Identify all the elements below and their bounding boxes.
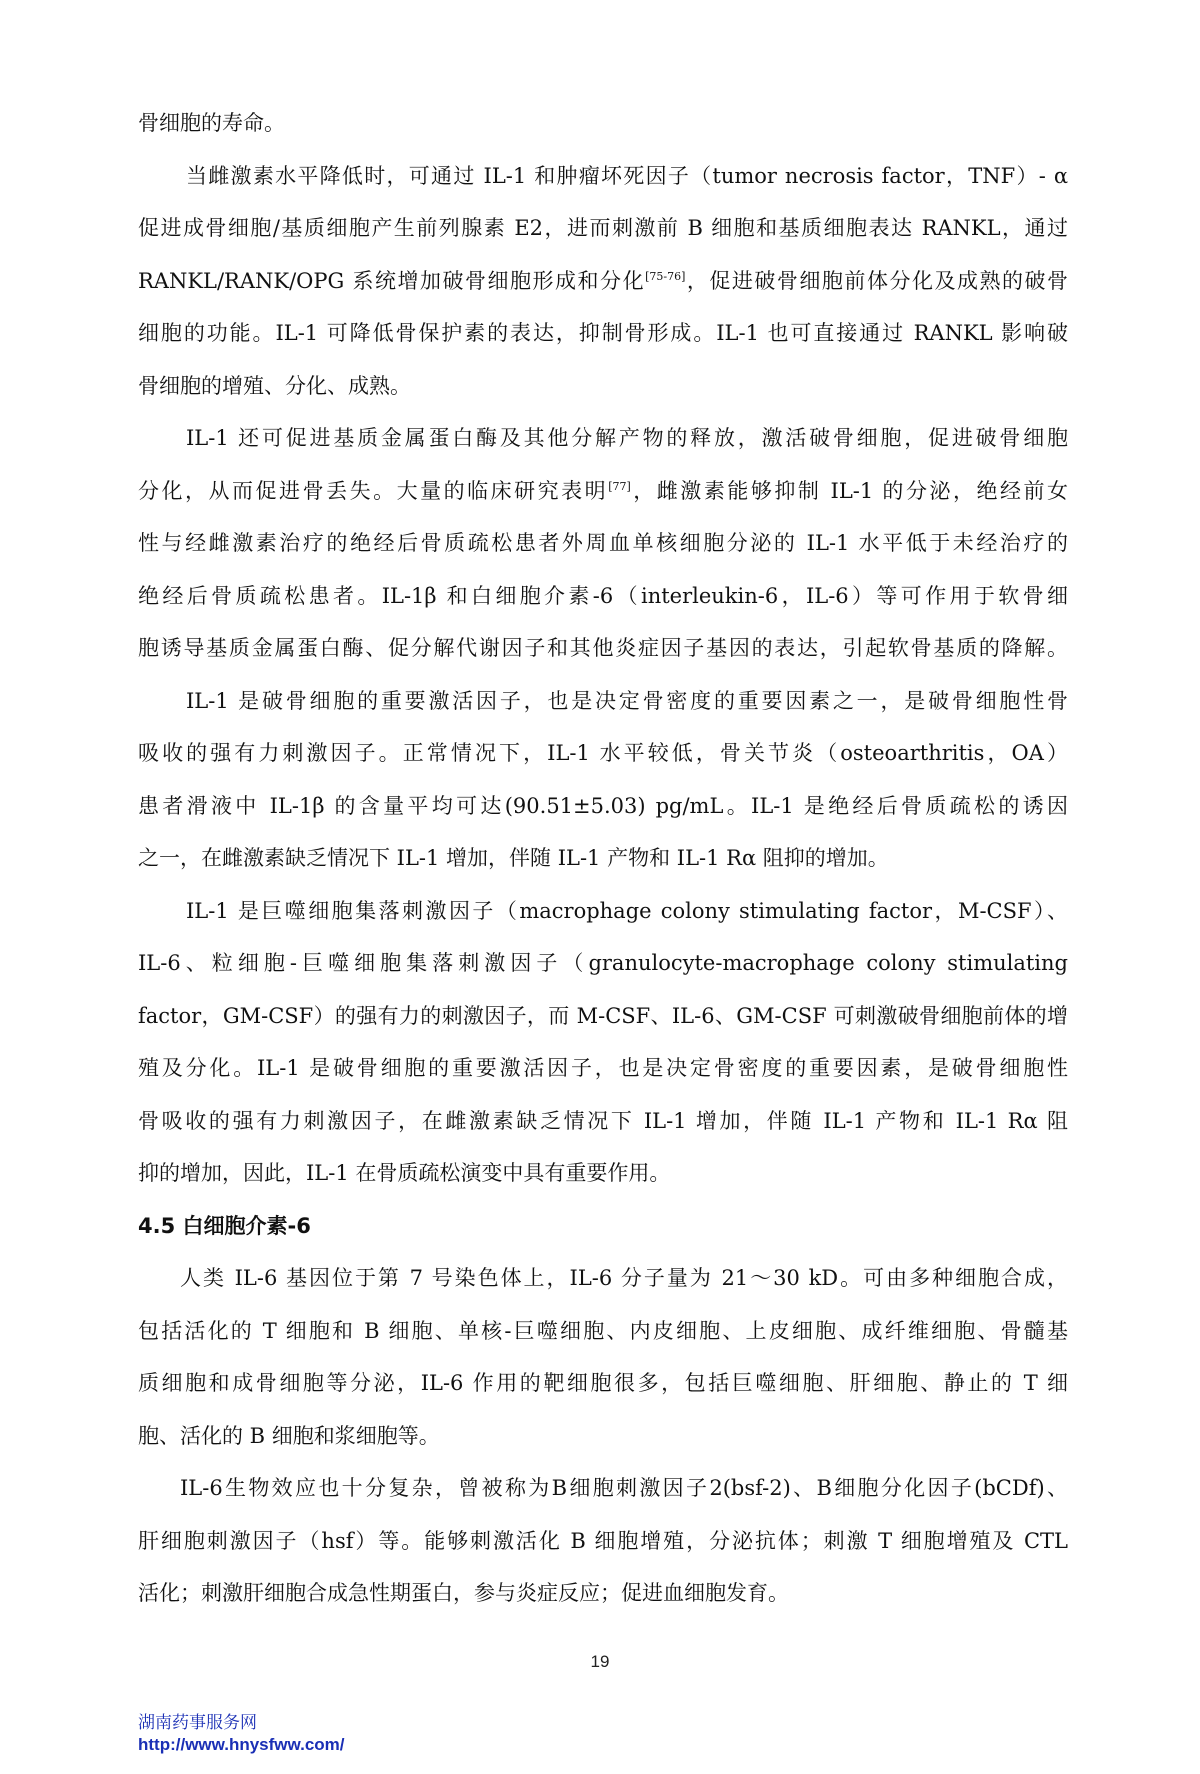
paragraph-line: 胞诱导基质金属蛋白酶、促分解代谢因子和其他炎症因子基因的表达，引起软骨基质的降解。 — [138, 636, 1068, 660]
paragraph-line-with-citation — [138, 255, 1068, 308]
document-body — [138, 97, 1068, 1620]
citation-ref: [75-76] — [645, 269, 686, 283]
paragraph-line: 质细胞和成骨细胞等分泌，IL-6 作用的靶细胞很多，包括巨噬细胞、肝细胞、静止的 T 细 — [138, 1371, 1068, 1395]
footer-site-name: 湖南药事服务网 — [138, 1713, 257, 1732]
section-heading: 4.5 白细胞介素-6 — [138, 1213, 311, 1238]
paragraph-line: 肝细胞刺激因子（hsf）等。能够刺激活化 B 细胞增殖，分泌抗体；刺激 T 细胞增殖及 CTL — [138, 1528, 1068, 1553]
paragraph-line: 包括活化的 T 细胞和 B 细胞、单核-巨噬细胞、内皮细胞、上皮细胞、成纤维细胞、骨髓基 — [138, 1318, 1068, 1343]
paragraph-text: 分化，从而促进骨丢失。大量的临床研究表明 — [138, 478, 609, 503]
paragraph-line: 性与经雌激素治疗的绝经后骨质疏松患者外周血单核细胞分泌的 IL-1 水平低于未经治疗的 — [138, 531, 1068, 555]
footer — [138, 1712, 345, 1756]
paragraph-line: 吸收的强有力刺激因子。正常情况下，IL-1 水平较低，骨关节炎（osteoarthritis，OA） — [138, 741, 1068, 765]
paragraph-line: 骨吸收的强有力刺激因子，在雌激素缺乏情况下 IL-1 增加，伴随 IL-1 产物和 IL-1 Rα 阻 — [138, 1108, 1068, 1133]
citation-ref: [77] — [608, 479, 631, 493]
paragraph-line: 殖及分化。IL-1 是破骨细胞的重要激活因子，也是决定骨密度的重要因素，是破骨细胞性 — [138, 1056, 1068, 1080]
paragraph-line: 骨细胞的增殖、分化、成熟。 — [138, 373, 411, 398]
paragraph-line: IL-6、粒细胞-巨噬细胞集落刺激因子（granulocyte-macrophage colony stimulating — [138, 951, 1068, 975]
paragraph-line: 细胞的功能。IL-1 可降低骨保护素的表达，抑制骨形成。IL-1 也可直接通过 RANKL 影响破 — [138, 321, 1068, 345]
paragraph-line: 抑的增加，因此，IL-1 在骨质疏松演变中具有重要作用。 — [138, 1161, 671, 1185]
paragraph-text: ，促进破骨细胞前体分化及成熟的破骨 — [685, 268, 1068, 293]
paragraph-line: 胞、活化的 B 细胞和浆细胞等。 — [138, 1423, 440, 1448]
paragraph-text: ，雌激素能够抑制 IL-1 的分泌，绝经前女 — [630, 478, 1068, 503]
paragraph-line: factor，GM-CSF）的强有力的刺激因子，而 M-CSF、IL-6、GM-CSF 可刺激破骨细胞前体的增 — [138, 1003, 1068, 1028]
paragraph-line: IL-1 是破骨细胞的重要激活因子，也是决定骨密度的重要因素之一，是破骨细胞性骨 — [186, 688, 1068, 713]
paragraph-line: 骨细胞的寿命。 — [138, 111, 285, 135]
paragraph-text: RANKL/RANK/OPG 系统增加破骨细胞形成和分化 — [138, 268, 646, 293]
page-number: 19 — [590, 1652, 610, 1671]
paragraph-line: 人类 IL-6 基因位于第 7 号染色体上，IL-6 分子量为 21～30 kD。可由多种细胞合成， — [180, 1266, 1068, 1290]
paragraph-line-with-citation — [138, 465, 1068, 518]
paragraph-line: 当雌激素水平降低时，可通过 IL-1 和肿瘤坏死因子（tumor necrosis factor，TNF）- α — [186, 163, 1068, 188]
paragraph-line: 活化；刺激肝细胞合成急性期蛋白，参与炎症反应；促进血细胞发育。 — [138, 1581, 789, 1605]
paragraph-line: 促进成骨细胞/基质细胞产生前列腺素 E2，进而刺激前 B 细胞和基质细胞表达 RANKL，通过 — [138, 216, 1068, 240]
paragraph-line: 之一，在雌激素缺乏情况下 IL-1 增加，伴随 IL-1 产物和 IL-1 Rα 阻抑的增加。 — [138, 846, 889, 870]
paragraph-line: 患者滑液中 IL-1β 的含量平均可达(90.51±5.03) pg/mL。IL-1 是绝经后骨质疏松的诱因 — [138, 793, 1068, 818]
footer-url-link[interactable]: http://www.hnysfww.com/ — [138, 1735, 345, 1754]
paragraph-line: 绝经后骨质疏松患者。IL-1β 和白细胞介素-6（interleukin-6，IL-6）等可作用于软骨细 — [138, 583, 1068, 608]
paragraph-line: IL-6生物效应也十分复杂，曾被称为B细胞刺激因子2(bsf-2)、B细胞分化因子(bCDf)、 — [180, 1476, 1068, 1500]
paragraph-line: IL-1 是巨噬细胞集落刺激因子（macrophage colony stimulating factor，M-CSF）、 — [186, 898, 1068, 923]
paragraph-line: IL-1 还可促进基质金属蛋白酶及其他分解产物的释放，激活破骨细胞，促进破骨细胞 — [186, 426, 1068, 450]
